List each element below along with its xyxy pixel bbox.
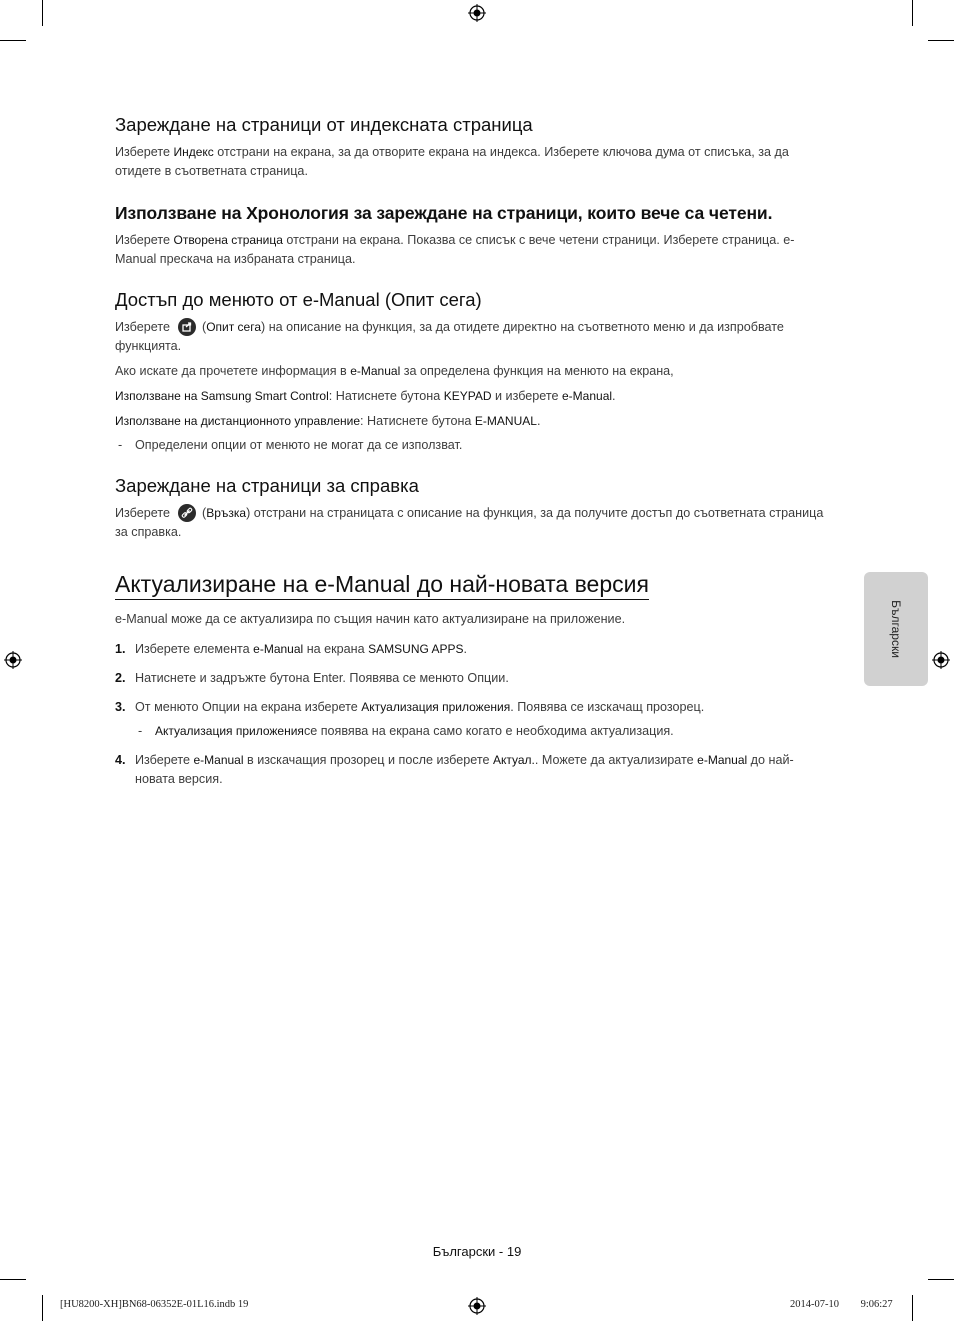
language-side-tab-label: Български: [889, 600, 903, 658]
crop-mark-top-left-h: [0, 40, 26, 41]
link-term: Връзка: [206, 506, 247, 520]
step-number: 3.: [115, 700, 126, 714]
step-3-note: Актуализация приложениясе появява на екрана само когато е необходима актуализация.: [155, 724, 674, 738]
step-1-text: Изберете елемента e-Manual на екрана SAMSUNG APPS.: [135, 642, 468, 656]
crop-mark-bottom-right-v: [912, 1295, 913, 1321]
smart-control-instruction: Използване на Samsung Smart Control: Натиснете бутона KEYPAD и изберете e-Manual.: [115, 389, 616, 403]
registration-mark-icon: [468, 1297, 486, 1315]
crop-mark-bottom-left-v: [42, 1295, 43, 1321]
index-term: Индекс: [173, 145, 214, 159]
section-link-paragraph: Изберете (Връзка) отстрани на страницата с описание на функция, за да получите достъп до съответната страница за справка.: [115, 506, 824, 539]
update-intro: e-Manual може да се актуализира по същия начин като актуализиране на приложение.: [115, 612, 626, 626]
section-try-now-paragraph: Изберете (Опит сега) на описание на функция, за да отидете директно на съответното меню и да изпробвате функцията.: [115, 320, 784, 353]
update-title: Актуализиране на e-Manual до най-новата версия: [115, 571, 649, 600]
crop-mark-top-right-v: [912, 0, 913, 26]
crop-mark-top-left-v: [42, 0, 43, 26]
crop-mark-bottom-left-h: [0, 1279, 26, 1280]
step-3-text: От менюто Опции на екрана изберете Актуализация приложения. Появява се изскачащ прозорец.: [135, 700, 705, 714]
registration-mark-icon: [932, 651, 950, 669]
section-title-try-now: Достъп до менюто от e-Manual (Опит сега): [115, 289, 482, 310]
crop-mark-bottom-right-h: [928, 1279, 954, 1280]
crop-mark-top-right-h: [928, 40, 954, 41]
step-3-note-dash: -: [138, 724, 143, 738]
step-2-text: Натиснете и задръжте бутона Enter. Появява се менюто Опции.: [135, 671, 509, 685]
step-4-text: Изберете e-Manual в изскачащия прозорец и после изберете Актуал.. Можете да актуализирате e-Manual до най-новата версия.: [135, 753, 794, 786]
registration-mark-icon: [468, 4, 486, 22]
step-number: 2.: [115, 671, 126, 685]
section-history-paragraph: Изберете Отворена страница отстрани на екрана. Показва се списък с вече четени страници. Изберете страница. e-Manual прескача на избраната страница.: [115, 233, 795, 266]
opened-page-term: Отворена страница: [173, 233, 283, 247]
page-number: Български - 19: [432, 1244, 522, 1259]
section-title-history: Използване на Хронология за зареждане на страници, които вече са четени.: [115, 203, 773, 223]
registration-mark-icon: [4, 651, 22, 669]
note-dash: -: [118, 438, 123, 452]
share-arrow-icon: [178, 318, 196, 336]
step-number: 1.: [115, 642, 126, 656]
section-title-link: Зареждане на страници за справка: [115, 475, 419, 496]
link-chain-icon: [178, 504, 196, 522]
language-side-tab: [864, 572, 928, 686]
step-number: 4.: [115, 753, 126, 767]
remote-control-instruction: Използване на дистанционното управление: Натиснете бутона E-MANUAL.: [115, 414, 541, 428]
note-text: Определени опции от менюто не могат да се използват.: [135, 438, 463, 452]
section-index-paragraph: Изберете Индекс отстрани на екрана, за да отворите екрана на индекса. Изберете ключова дума от списъка, за да отидете в съответната страница.: [115, 145, 789, 178]
try-now-term: Опит сега: [206, 320, 262, 334]
section-title-index: Зареждане на страници от индексната страница: [115, 114, 533, 135]
print-slug-timestamp: 2014-07-10 ￿￿ 9:06:27: [790, 1299, 893, 1310]
section-try-now-info: Ако искате да прочетете информация в e-Manual за определена функция на менюто на екрана,: [115, 364, 674, 378]
print-slug-file: [HU8200-XH]BN68-06352E-01L16.indb 19: [60, 1299, 249, 1310]
